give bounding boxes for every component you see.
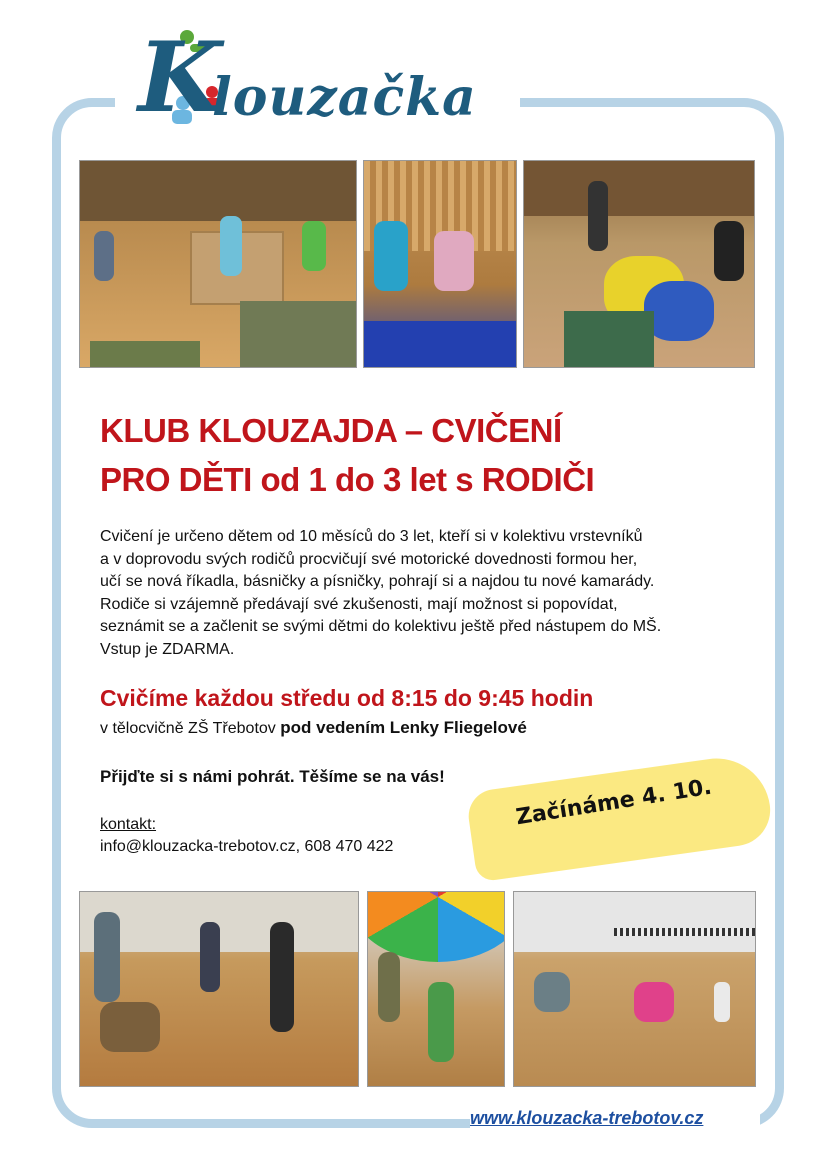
title-line-2: PRO DĚTI od 1 do 3 let s RODIČI [100,461,595,498]
description-line: a v doprovodu svých rodičů procvičují své motorické dovednosti formou her, [100,550,638,568]
description [100,526,760,661]
logo-wordmark: louzačka [212,67,477,128]
contact-info[interactable]: info@klouzacka-trebotov.cz, 608 470 422 [100,838,394,855]
schedule: Cvičíme každou středu od 8:15 do 9:45 hodin [100,685,594,711]
photo-gym-group-1 [79,891,359,1087]
contact-label: kontakt: [100,816,157,833]
website-link[interactable]: www.klouzacka-trebotov.cz [470,1108,704,1128]
description-line: Cvičení je určeno dětem od 10 měsíců do 3 let, kteří si v kolektivu vrstevníků [100,528,643,545]
place-prefix: v tělocvičně ZŠ Třebotov [100,720,281,737]
photo-gym-children-1 [79,160,357,368]
description-line: Rodiče si vzájemně předávají své zkušenosti, mají možnost si popovídat, [100,595,618,613]
place-leader: pod vedením Lenky Fliegelové [280,718,527,737]
logo-letter-k: K [138,21,222,134]
photo-parachute-game [367,891,505,1087]
photo-gym-tunnel [523,160,755,368]
description-line: seznámit se a začlenit se svými dětmi do kolektivu ještě před nástupem do MŠ. [100,618,662,635]
invitation: Přijďte si s námi pohrát. Těšíme se na vás! [100,767,445,786]
description-line: Vstup je ZDARMA. [100,640,235,658]
photo-gym-group-2 [513,891,756,1087]
start-date-text: Začínáme 4. 10. [514,774,714,831]
photo-gym-children-2 [363,160,517,368]
description-line: učí se nová říkadla, básničky a písničky, pohrají si a najdou tu nové kamarády. [100,573,655,590]
place [100,718,527,738]
title-line-1: KLUB KLOUZAJDA – CVIČENÍ [100,412,562,449]
